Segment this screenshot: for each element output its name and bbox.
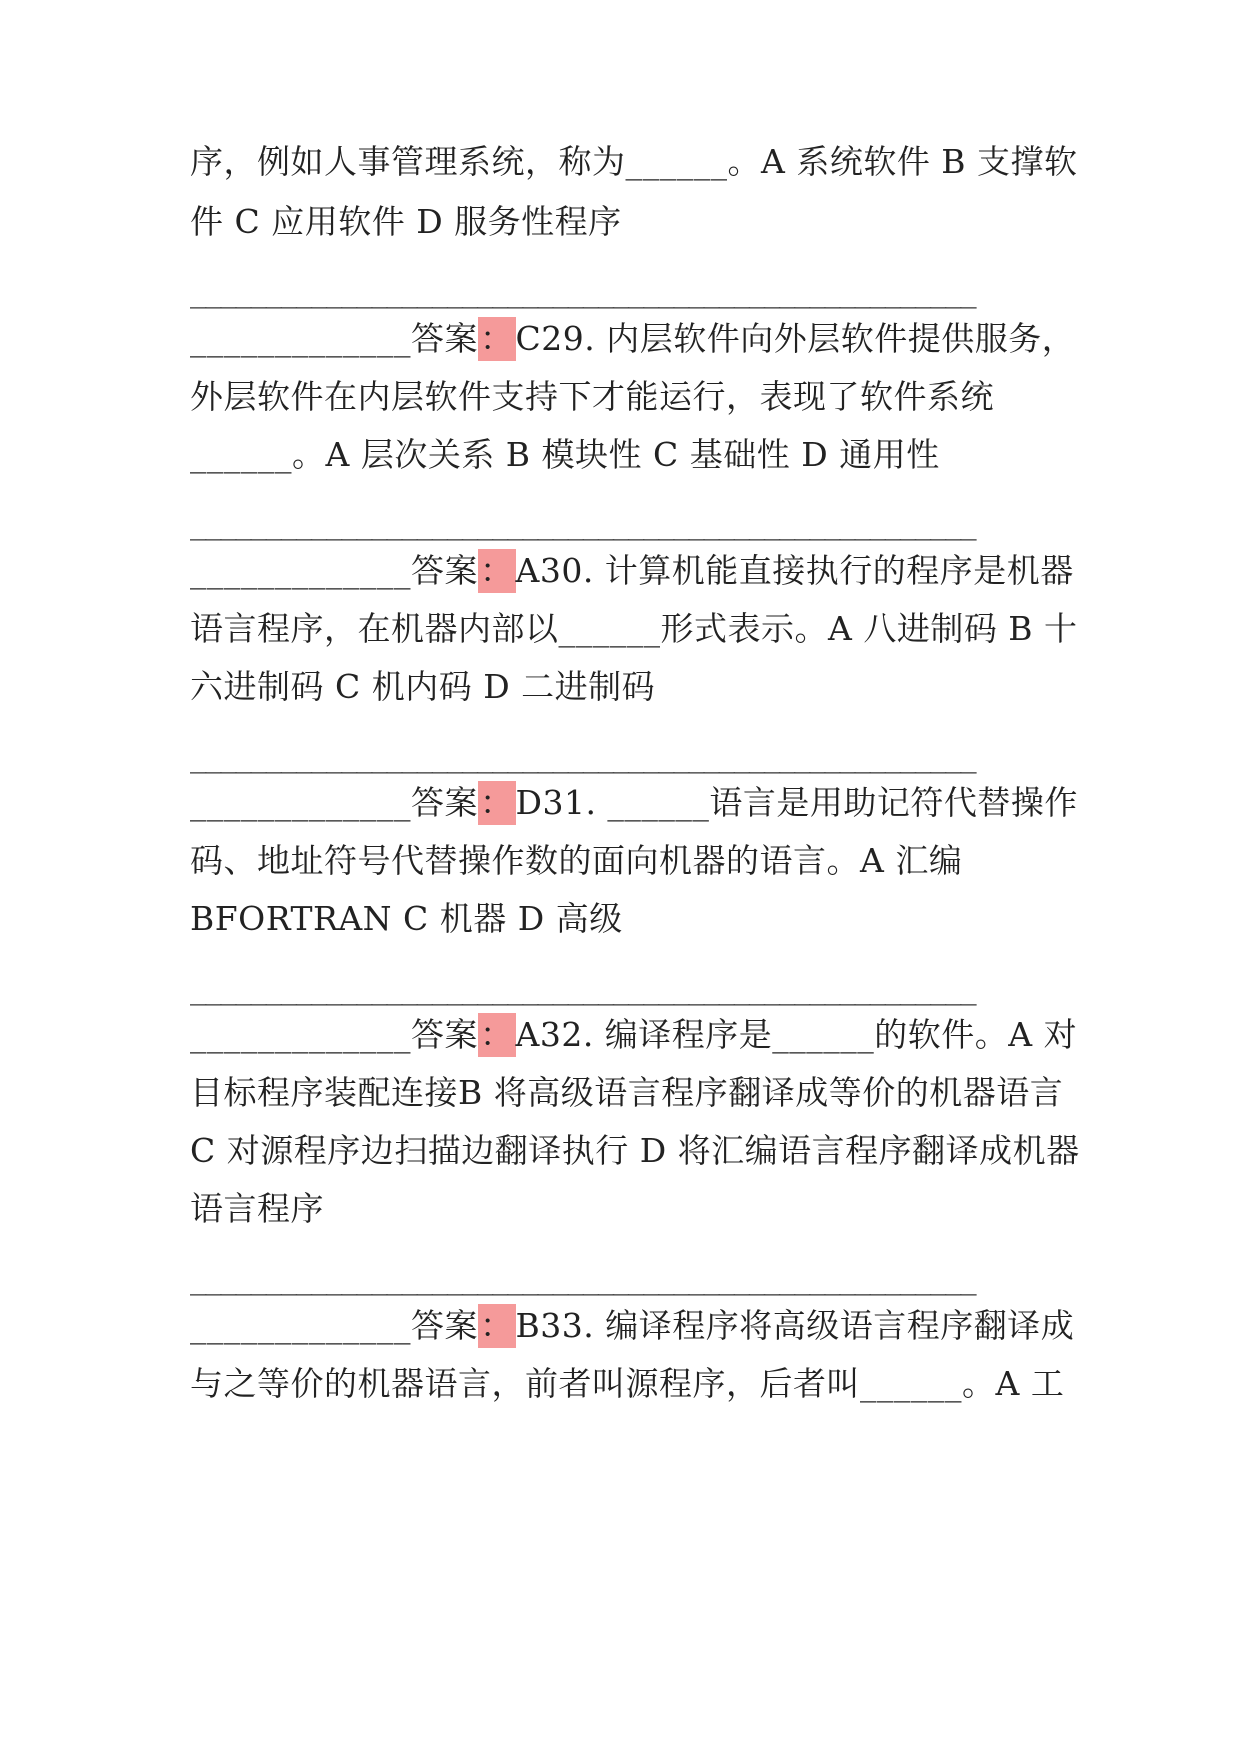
- highlighted-colon: ：: [478, 549, 516, 593]
- answer-label: 答案: [411, 1306, 478, 1345]
- text-line: BFORTRAN C 机器 D 高级: [190, 899, 623, 938]
- answer-line: [190, 1304, 1075, 1348]
- text-line: 序，例如人事管理系统，称为______。A 系统软件 B 支撑软: [190, 142, 1078, 181]
- answer-blank: _____________: [190, 319, 411, 358]
- text-line: 语言程序: [190, 1189, 324, 1228]
- text-line: 件 C 应用软件 D 服务性程序: [190, 202, 622, 241]
- answer-label: 答案: [411, 319, 478, 358]
- answer-text: A30. 计算机能直接执行的程序是机器: [515, 551, 1074, 590]
- answer-text: C29. 内层软件向外层软件提供服务，: [515, 319, 1076, 358]
- answer-line: [190, 781, 1078, 825]
- separator-line: ____________________________________________________: [190, 1257, 976, 1296]
- answer-text: A32. 编译程序是______的软件。A 对: [515, 1015, 1078, 1054]
- answer-blank: _____________: [190, 551, 411, 590]
- answer-blank: _____________: [190, 1015, 411, 1054]
- text-line: 外层软件在内层软件支持下才能运行，表现了软件系统: [190, 377, 994, 416]
- text-line: C 对源程序边扫描边翻译执行 D 将汇编语言程序翻译成机器: [190, 1131, 1080, 1170]
- answer-label: 答案: [411, 551, 478, 590]
- text-line: 与之等价的机器语言，前者叫源程序，后者叫______。A 工: [190, 1364, 1065, 1403]
- separator-line: ____________________________________________________: [190, 270, 976, 309]
- text-line: 语言程序，在机器内部以______形式表示。A 八进制码 B 十: [190, 609, 1078, 648]
- answer-text: B33. 编译程序将高级语言程序翻译成: [515, 1306, 1075, 1345]
- answer-label: 答案: [411, 783, 478, 822]
- answer-line: [190, 1013, 1078, 1057]
- highlighted-colon: ：: [478, 1304, 516, 1348]
- separator-line: ____________________________________________________: [190, 735, 976, 774]
- highlighted-colon: ：: [478, 317, 516, 361]
- answer-label: 答案: [411, 1015, 478, 1054]
- answer-text: D31. ______语言是用助记符代替操作: [515, 783, 1078, 822]
- answer-blank: _____________: [190, 783, 411, 822]
- answer-line: [190, 317, 1076, 361]
- text-line: ______。A 层次关系 B 模块性 C 基础性 D 通用性: [190, 435, 940, 474]
- highlighted-colon: ：: [478, 781, 516, 825]
- separator-line: ____________________________________________________: [190, 967, 976, 1006]
- text-line: 六进制码 C 机内码 D 二进制码: [190, 667, 656, 706]
- answer-blank: _____________: [190, 1306, 411, 1345]
- highlighted-colon: ：: [478, 1013, 516, 1057]
- separator-line: ____________________________________________________: [190, 502, 976, 541]
- text-line: 码、地址符号代替操作数的面向机器的语言。A 汇编: [190, 841, 963, 880]
- answer-line: [190, 549, 1074, 593]
- text-line: 目标程序装配连接B 将高级语言程序翻译成等价的机器语言: [190, 1073, 1064, 1112]
